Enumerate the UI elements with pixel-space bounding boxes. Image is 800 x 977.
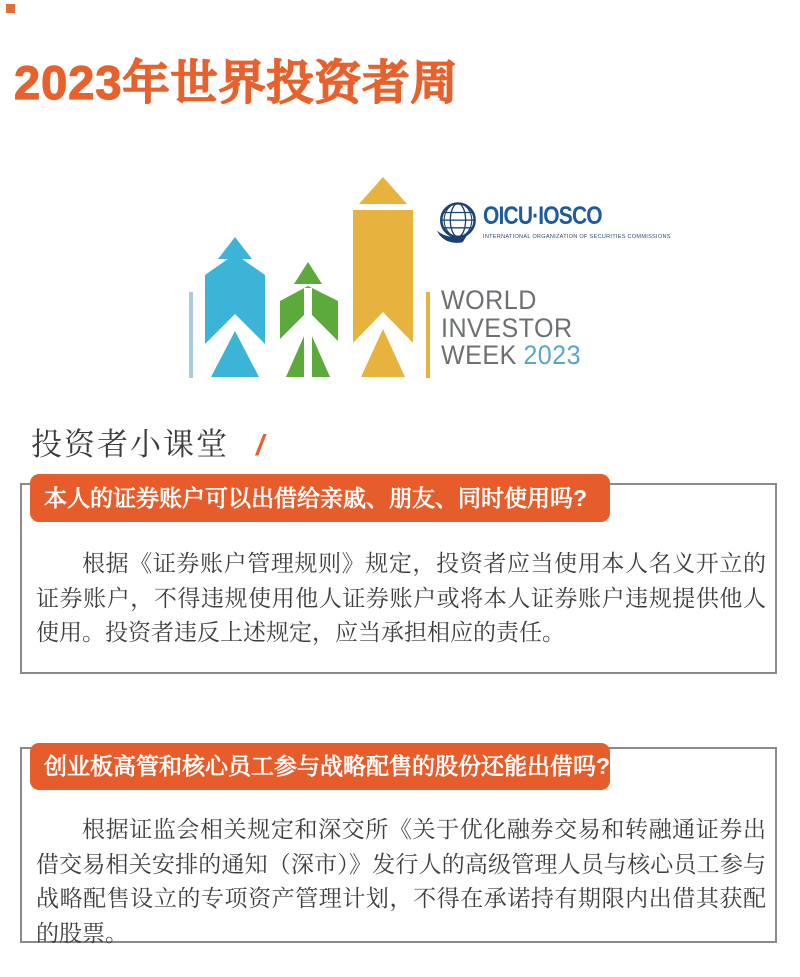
section-slash-mark: / — [256, 430, 265, 462]
iosco-logo — [436, 201, 671, 245]
wiw-week: WEEK — [441, 340, 517, 370]
iosco-tagline: INTERNATIONAL ORGANIZATION OF SECURITIES COMMISSIONS — [483, 234, 671, 240]
iosco-name: OICU·IOSCO — [483, 202, 602, 230]
wiw-year: 2023 — [523, 340, 582, 370]
wiw-wordmark — [441, 287, 581, 370]
wiw-line3 — [441, 342, 581, 370]
answer-text-1: 根据《证券账户管理规则》规定，投资者应当使用本人名义开立的证券账户，不得违规使用他人证券账户或将本人证券账户违规提供他人使用。投资者违反上述规定，应当承担相应的责任。 — [36, 550, 766, 645]
wiw-pencils-logo — [185, 170, 430, 387]
section-heading: 投资者小课堂 — [31, 427, 229, 462]
corner-mark — [6, 4, 15, 13]
pencils-icon — [185, 170, 430, 382]
wiw-line2: INVESTOR — [441, 312, 573, 343]
wiw-line1: WORLD — [441, 285, 537, 315]
question-bar-2: 创业板高管和核心员工参与战略配售的股份还能出借吗? — [30, 743, 610, 790]
answer-text-2: 根据证监会相关规定和深交所《关于优化融券交易和转融通证券出借交易相关安排的通知（深市）》发行人的高级管理人员与核心员工参与战略配售设立的专项资产管理计划，不得在承诺持有期限内出借其获配的股票。 — [36, 816, 766, 946]
question-bar-1: 本人的证券账户可以出借给亲戚、朋友、同时使用吗? — [30, 474, 610, 522]
page-title: 2023年世界投资者周 — [14, 56, 459, 109]
iosco-text-block — [483, 201, 671, 240]
globe-icon — [436, 201, 478, 245]
